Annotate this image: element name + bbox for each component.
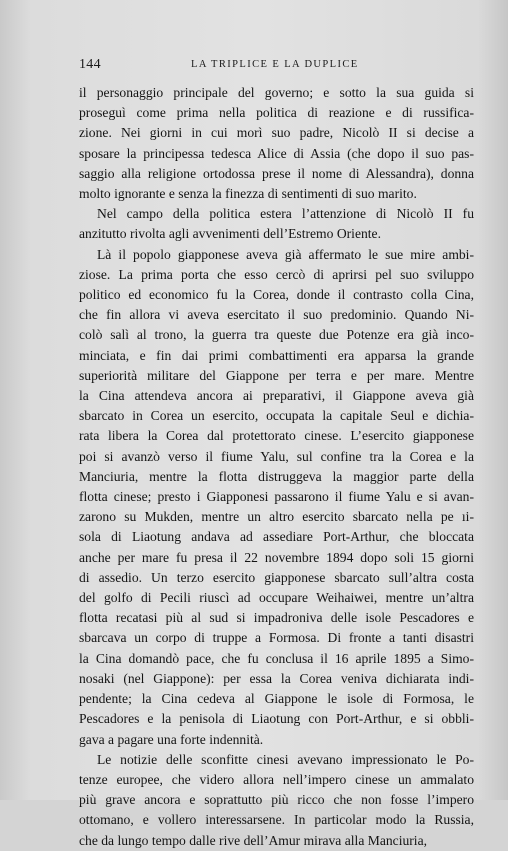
text-line: la Cina domandò pace, che fu conclusa il 16 aprile 1895 a Simo- — [79, 650, 474, 666]
text-line: che da lungo tempo dalle rive dell’Amur mirava alla Manciuria, — [79, 832, 428, 848]
text-line: del golfo di Pecili riuscì ad occupare Weihaiwei, mentre un’altra — [79, 590, 474, 606]
text-line: il personaggio principale del governo; e sotto la sua guida si — [79, 85, 474, 100]
text-line: flotta cinese; presto i Giapponesi passarono il fiume Yalu e si avan- — [79, 489, 474, 505]
text-line: la Cina attendeva ancora ai preparativi, il Giappone aveva già — [79, 388, 474, 404]
text-line: più grave ancora e soprattutto più ricco che non fosse l’impero — [79, 792, 474, 808]
text-line: gava a pagare una forte indennità. — [79, 731, 264, 747]
paragraph — [79, 83, 474, 204]
text-line: ottomano, e vollero interessarsene. In particolar modo la Russia, — [79, 812, 474, 828]
text-line: Nel campo della politica estera l’attenzione di Nicolò II fu — [97, 206, 474, 222]
text-line: zione. Nei giorni in cui morì suo padre, Nicolò II si decise a — [79, 125, 474, 141]
text-line: politico ed economico fu la Corea, donde il contrasto colla Cina, — [79, 287, 474, 303]
text-line: saggio alla religione ortodossa prese il nome di Alessandra), donna — [79, 165, 474, 181]
text-line: anche per mare fu presa il 22 novembre 1894 dopo soli 15 giorni — [79, 549, 474, 565]
paragraph — [79, 204, 474, 244]
text-line: poi si avanzò verso il fiume Yalu, sul confine tra la Corea e la — [79, 448, 474, 464]
text-line: Pescadores e la penisola di Liaotung con Port-Arthur, e si obbli- — [79, 711, 474, 727]
text-line: Manciuria, mentre la flotta distruggeva la maggior parte della — [79, 468, 474, 484]
text-line: nosaki (nel Giappone): per essa la Corea veniva dichiarata indi- — [79, 670, 474, 686]
text-line: ziose. La prima porta che esso cercò di aprirsi pel suo sviluppo — [79, 266, 474, 282]
paragraph — [79, 245, 474, 750]
text-line: sola di Liaotung andava ad assediare Port-Arthur, che bloccata — [79, 529, 474, 545]
text-line: rata libera la Corea dal protettorato cinese. L’esercito giapponese — [79, 428, 474, 444]
text-line: Là il popolo giapponese aveva già affermato le sue mire ambi- — [97, 246, 474, 262]
text-line: sbarcato in Corea un esercito, occupata la capitale Seul e dichia- — [79, 408, 474, 424]
text-line: sposare la principessa tedesca Alice di Assia (che dopo il suo pas- — [79, 145, 474, 161]
page-number: 144 — [79, 57, 101, 72]
text-line: Le notizie delle sconfitte cinesi avevano impressionato le Po- — [97, 751, 474, 767]
running-title: LA TRIPLICE E LA DUPLICE — [191, 59, 359, 70]
text-line: sbarcava un corpo di truppe a Formosa. Di fronte a tanti disastri — [79, 630, 474, 646]
text-line: pendente; la Cina cedeva al Giappone le isole di Formosa, le — [79, 691, 474, 707]
text-line: minciata, e fin dai primi combattimenti era apparsa la grande — [79, 347, 474, 363]
text-line: zarono su Mukden, mentre un altro esercito sbarcato nella pe ıi- — [79, 509, 474, 525]
paragraph — [79, 750, 474, 851]
text-line: colò salì al trono, la guerra tra queste due Potenze era già inco- — [79, 327, 474, 343]
text-line: flotta recatasi più al sud si impadroniva delle isole Pescadores e — [79, 610, 474, 626]
text-line: superiorità militare del Giappone per terra e per mare. Mentre — [79, 367, 474, 383]
text-line: tenze europee, che videro allora nell’impero cinese un ammalato — [79, 771, 474, 787]
page-header — [79, 57, 459, 77]
text-line: molto ignorante e senza la finezza di sentimenti di suo marito. — [79, 186, 417, 202]
body-text — [79, 83, 474, 851]
text-line: che fin allora vi aveva esercitato il suo predominio. Quando Ni- — [79, 307, 474, 323]
text-line: anzitutto rivolta agli avvenimenti dell’Estremo Oriente. — [79, 226, 381, 242]
text-line: proseguì come prima nella politica di reazione e di russifica- — [79, 105, 474, 121]
text-line: di assedio. Un terzo esercito giapponese sbarcato sull’altra costa — [79, 569, 474, 585]
